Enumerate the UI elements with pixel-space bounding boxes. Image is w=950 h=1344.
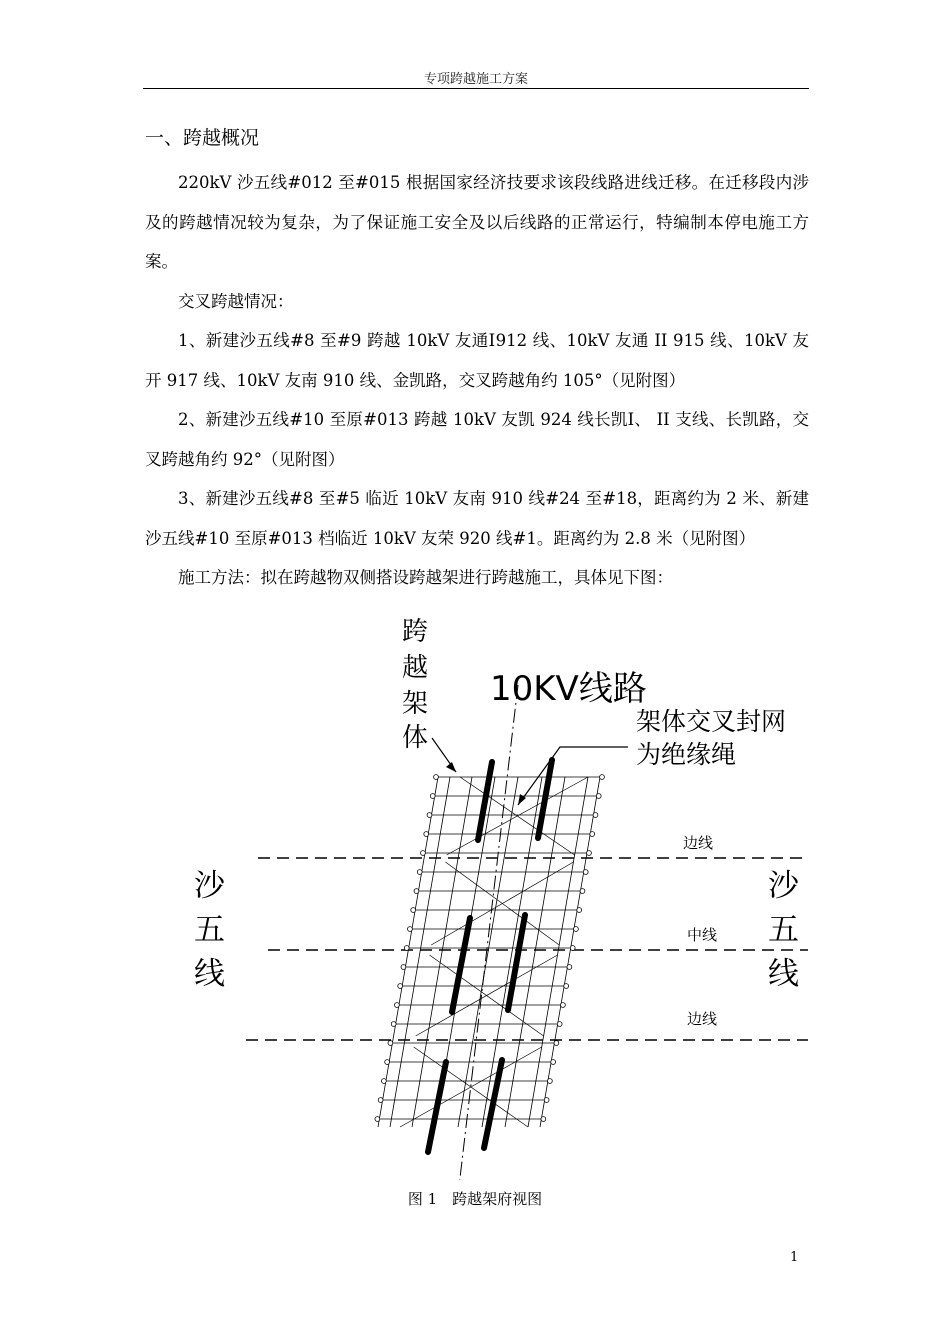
- paragraph-crossing-title: 交叉跨越情况：: [178, 292, 294, 311]
- frame-label-4: 体: [402, 723, 429, 753]
- paragraph-crossing-2: 2、新建沙五线#10 至原#013 跨越 10kV 友凯 924 线长凯Ⅰ、 II 支线、长凯路，交叉跨越角约 92°（见附图）: [145, 410, 809, 469]
- paragraph-crossing-3: 3、新建沙五线#8 至#5 临近 10kV 友南 910 线#24 至#18，距离约为 2 米、新建沙五线#10 至原#013 档临近 10kV 友荣 920 线#1。距离约为 2.8 米（见附图）: [145, 489, 809, 548]
- paragraph-intro: 220kV 沙五线#012 至#015 根据国家经济技要求该段线路进线迁移。在迁移段内涉及的跨越情况较为复杂，为了保证施工安全及以后线路的正常运行，特编制本停电施工方案。: [145, 173, 809, 271]
- section-heading: 一、跨越概况: [145, 127, 260, 149]
- header-rule: [143, 88, 809, 89]
- page-number: 1: [790, 1250, 799, 1265]
- edge-label-bottom: 边线: [687, 1010, 718, 1028]
- edge-label-top: 边线: [683, 834, 714, 852]
- paragraph-method: 施工方法：拟在跨越物双侧搭设跨越架进行跨越施工，具体见下图：: [178, 568, 673, 587]
- net-label-1: 架体交叉封网: [636, 707, 787, 736]
- figure-caption: 图 1 跨越架府视图: [407, 1190, 543, 1208]
- line-label-right-1: 沙: [768, 868, 799, 904]
- line-label-right-2: 五: [768, 912, 799, 948]
- line-label-right-3: 线: [768, 956, 799, 992]
- frame-label-3: 架: [402, 689, 429, 719]
- net-label-2: 为绝缘绳: [636, 740, 737, 769]
- line-label-left-1: 沙: [194, 868, 225, 904]
- center-label: 中线: [687, 926, 718, 944]
- page-header: 专项跨越施工方案: [423, 72, 528, 87]
- crossing-frame-diagram: [140, 600, 820, 1180]
- line-label-left-3: 线: [194, 956, 225, 992]
- paragraph-crossing-1: 1、新建沙五线#8 至#9 跨越 10kV 友通Ⅰ912 线、10kV 友通 II 915 线、10kV 友开 917 线、10kV 友南 910 线、金凯路，交叉跨越角约 105°（见附图）: [145, 331, 809, 390]
- line-label-left-2: 五: [194, 912, 225, 948]
- frame-label-1: 跨: [402, 617, 429, 647]
- frame-label-2: 越: [402, 653, 429, 683]
- 10kv-line-label: 10KV线路: [490, 669, 647, 709]
